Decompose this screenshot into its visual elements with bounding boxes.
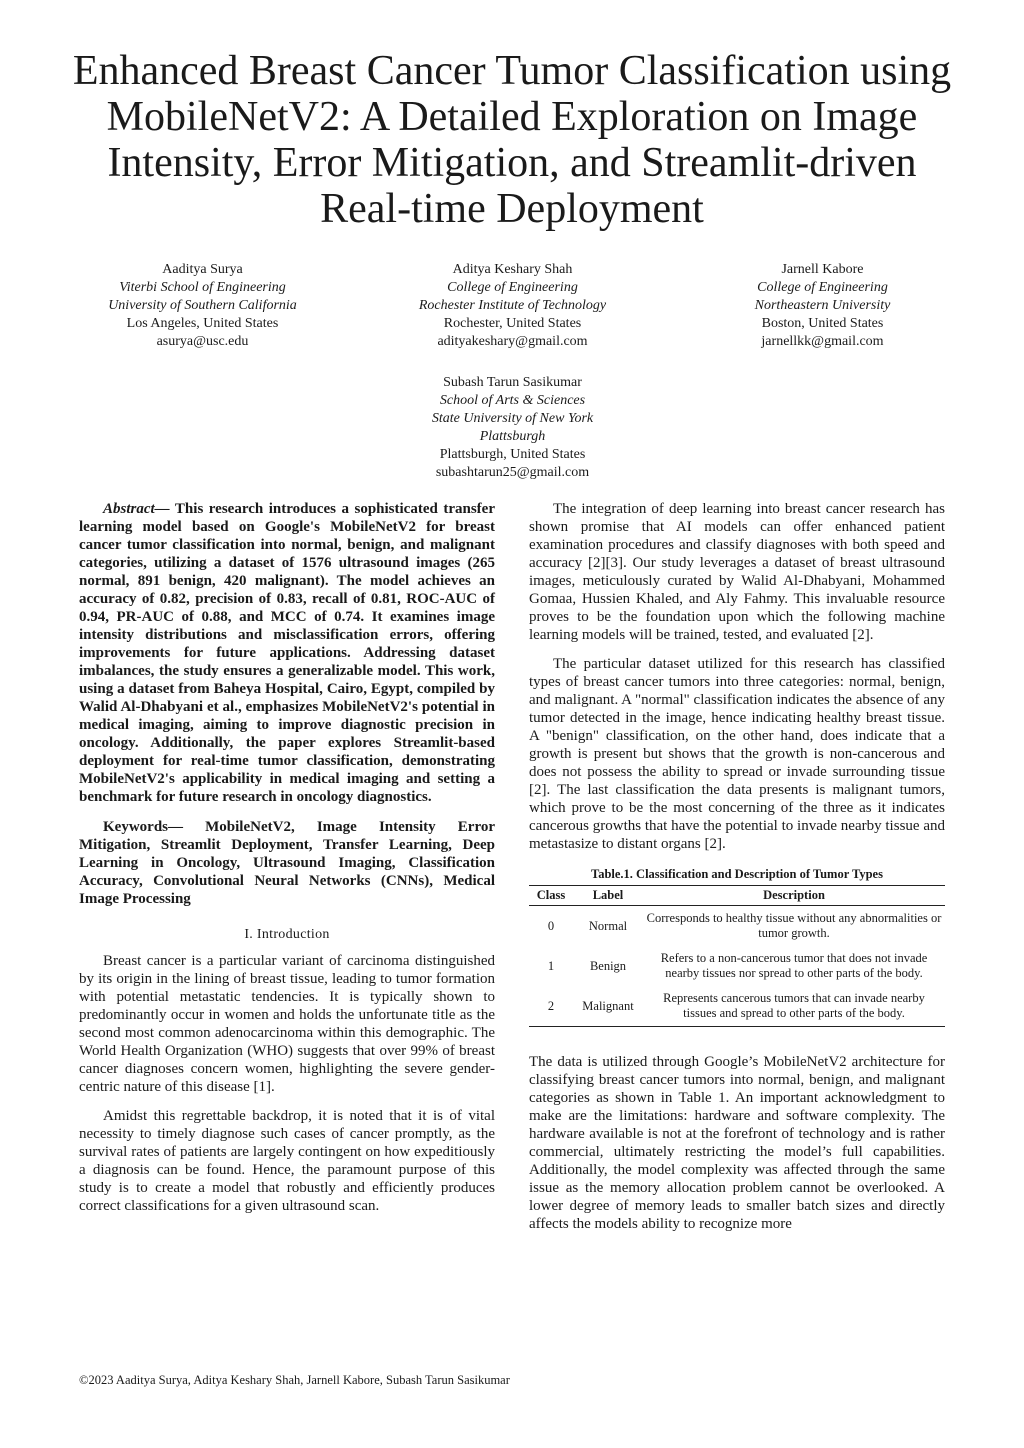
author-block (80, 261, 325, 351)
author-email: jarnellkk@gmail.com (761, 334, 884, 349)
cell-class: 1 (547, 958, 555, 973)
tumor-types-table (529, 885, 945, 1027)
author-location: Plattsburgh, United States (439, 447, 586, 462)
author-organization-campus: Plattsburgh (479, 429, 546, 444)
left-column (79, 500, 495, 1215)
keywords-lead: Keywords— (103, 819, 183, 835)
author-department: School of Arts & Sciences (439, 393, 586, 408)
abstract (79, 500, 495, 806)
keywords (79, 818, 495, 908)
author-name: Aaditya Surya (162, 262, 243, 277)
author-block (390, 374, 635, 482)
author-email: subashtarun25@gmail.com (435, 465, 590, 480)
body-paragraph: Amidst this regrettable backdrop, it is noted that it is of vital necessity to timely diagnose such cases of cancer promptly, as the survival rates of patients are largely contingent on how expeditiously a diagnosis can be found. Hence, the paramount purpose of this study is to create a model that robustly and efficiently produces correct classifications for a given ultrasound scan. (79, 1108, 495, 1214)
author-organization: Rochester Institute of Technology (418, 298, 607, 313)
table-header-description: Description (643, 886, 945, 906)
cell-description: Represents cancerous tumors that can invade nearby tissues and spread to other parts of the body. (643, 986, 945, 1027)
body-paragraph: The data is utilized through Google’s MobileNetV2 architecture for classifying breast cancer tumors into normal, benign, and malignant categories as shown in Table 1. An important acknowledgment to make are the limitations: hardware and software complexity. The hardware available is not at the forefront of technology and is rather commercial, ultimately restricting the model’s full capabilities. Additionally, the model complexity was affected through the same issue as the memory allocation problem cannot be overlooked. A lower degree of memory leads to smaller batch sizes and directly affects the models ability to recognize more (529, 1054, 945, 1232)
copyright-footer: ©2023 Aaditya Surya, Aditya Keshary Shah, Jarnell Kabore, Subash Tarun Sasikumar (79, 1373, 510, 1387)
table-header-label: Label (573, 886, 643, 906)
right-column (529, 500, 945, 1233)
table-caption: Table.1. Classification and Description of Tumor Types (591, 867, 883, 881)
author-email: adityakeshary@gmail.com (437, 334, 588, 349)
author-block (700, 261, 945, 351)
keywords-text: MobileNetV2, Image Intensity Error Mitigation, Streamlit Deployment, Transfer Learning, Deep Learning in Oncology, Ultrasound Imaging, Classification Accuracy, Convolutional Neural Networks (CNNs), Medical Image Processing (79, 819, 495, 907)
section-heading-introduction: I. Introduction (244, 927, 330, 942)
cell-class: 0 (547, 918, 555, 933)
author-department: Viterbi School of Engineering (119, 280, 286, 295)
author-location: Los Angeles, United States (126, 316, 279, 331)
author-organization: University of Southern California (108, 298, 297, 313)
body-paragraph: The particular dataset utilized for this research has classified types of breast cancer tumors into three categories: normal, benign, and malignant. A "normal" classification indicates the absence of any tumor detected in the image, hence indicating healthy breast tissue. A "benign" classification, on the other hand, does indicate that a growth is present but shows that the growth is non-cancerous and does not possess the ability to spread or invade surrounding tissue [2]. The last classification the data presents is malignant tumors, which prove to be the most concerning of the three as it indicates cancerous growths that have the potential to invade nearby tissue and metastasize to distant organs [2]. (529, 656, 945, 852)
author-block (390, 261, 635, 351)
table-row (529, 906, 945, 947)
author-location: Boston, United States (761, 316, 884, 331)
author-department: College of Engineering (757, 280, 888, 295)
author-organization: Northeastern University (754, 298, 891, 313)
cell-description: Corresponds to healthy tissue without any abnormalities or tumor growth. (646, 911, 942, 940)
cell-label: Normal (588, 918, 628, 933)
abstract-lead: Abstract— (103, 501, 170, 517)
cell-description: Refers to a non-cancerous tumor that does not invade nearby tissues nor spread to other parts of the body. (660, 951, 928, 980)
author-name: Subash Tarun Sasikumar (443, 375, 582, 390)
paper-title: Enhanced Breast Cancer Tumor Classification using MobileNetV2: A Detailed Exploration on Image Intensity, Error Mitigation, and Streamlit-driven Real-time Deployment (72, 48, 952, 232)
cell-label: Benign (589, 958, 627, 973)
cell-label: Malignant (573, 986, 643, 1027)
author-department: College of Engineering (447, 280, 578, 295)
table-row (529, 986, 945, 1027)
author-name: Aditya Keshary Shah (452, 262, 573, 277)
abstract-text: This research introduces a sophisticated transfer learning model based on Google's MobileNetV2 for breast cancer tumor classification into normal, benign, and malignant categories, utilizing a dataset of 1576 ultrasound images (265 normal, 891 benign, 420 malignant). The model achieves an accuracy of 0.82, precision of 0.83, recall of 0.81, ROC-AUC of 0.94, PR-AUC of 0.88, and MCC of 0.74. It examines image intensity distributions and misclassification errors, offering improvements for future applications. Addressing dataset imbalances, the study ensures a generalizable model. This work, using a dataset from Baheya Hospital, Cairo, Egypt, compiled by Walid Al-Dhabyani et al., emphasizes MobileNetV2's potential in medical imaging, aiming to improve diagnostic precision in oncology. Additionally, the paper explores Streamlit-based deployment for real-time tumor classification, demonstrating MobileNetV2's applicability in medical imaging and setting a benchmark for future research in oncology diagnostics. (79, 501, 495, 805)
author-location: Rochester, United States (443, 316, 582, 331)
author-email: asurya@usc.edu (156, 334, 249, 349)
cell-class: 2 (529, 986, 573, 1027)
table-header-class: Class (529, 886, 573, 906)
author-name: Jarnell Kabore (781, 262, 864, 277)
body-paragraph: Breast cancer is a particular variant of carcinoma distinguished by its origin in the lining of breast tissue, leading to tumor formation with potential metastatic tendencies. It is typically shown to predominantly occur in women and holds the unfortunate title as the second most common adenocarcinoma within this demographic. The World Health Organization (WHO) suggests that over 99% of breast cancer diagnoses concern women, highlighting the severe gender-centric nature of this disease [1]. (79, 953, 495, 1095)
table-row (529, 946, 945, 986)
table-header-row (529, 886, 945, 906)
author-organization: State University of New York (431, 411, 594, 426)
body-paragraph: The integration of deep learning into breast cancer research has shown promise that AI models can offer enhanced patient examination procedures and classify diagnoses with both speed and accuracy [2][3]. Our study leverages a dataset of breast ultrasound images, meticulously curated by Walid Al-Dhabyani, Mohammed Gomaa, Hussien Khaled, and Aly Fahmy. This invaluable resource proves to be the foundation upon which the following machine learning models will be trained, tested, and evaluated [2]. (529, 501, 945, 643)
